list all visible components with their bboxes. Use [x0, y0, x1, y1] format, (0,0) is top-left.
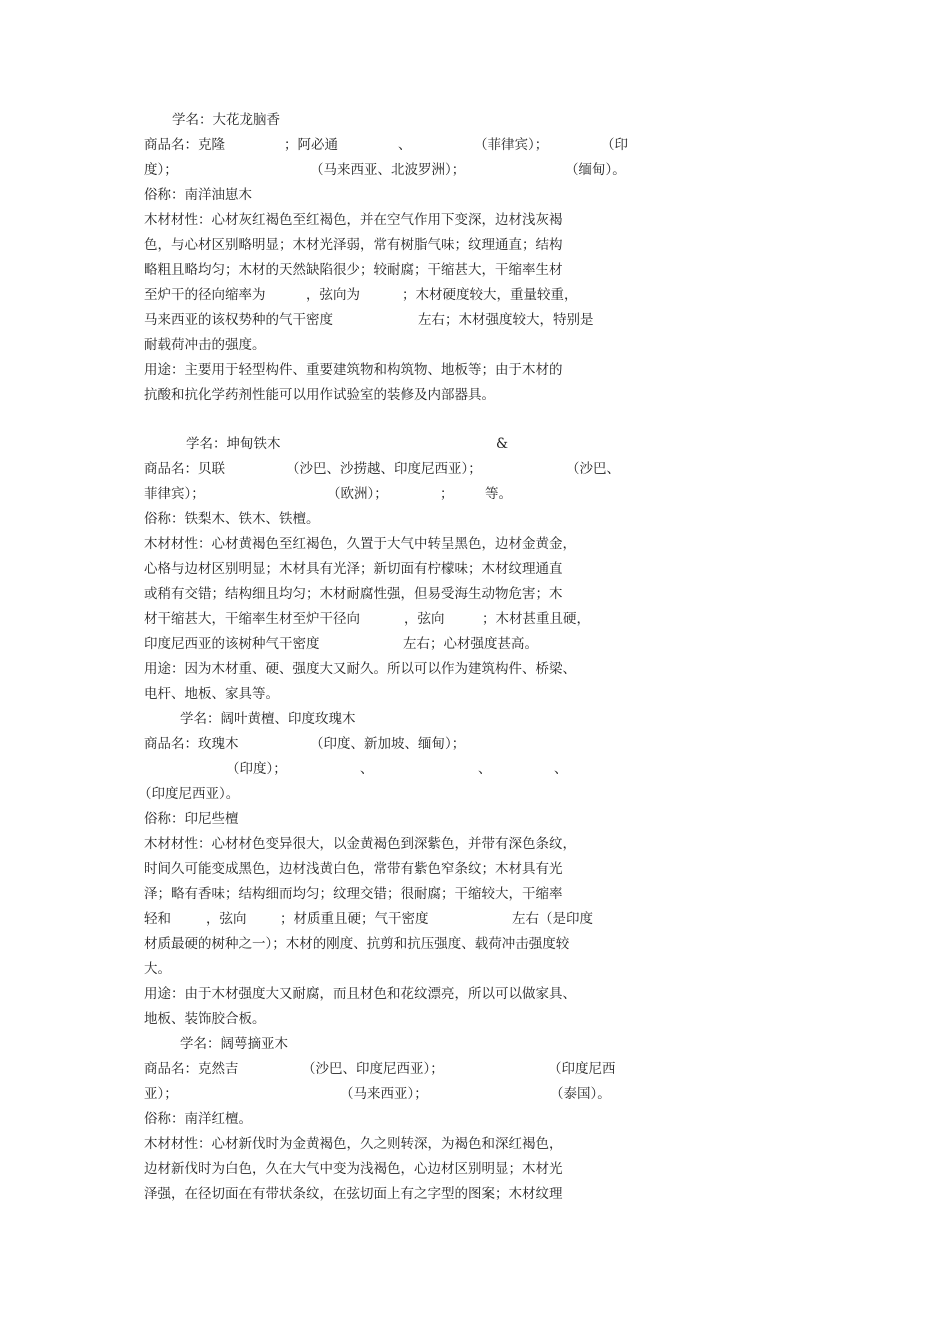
text-line-38-run-1: （马来西亚）；: [340, 1086, 428, 1102]
text-line-5-run-0: 色，与心材区别略明显；木材光泽弱，常有树脂气味；纹理通直；结构: [144, 237, 563, 253]
text-line-25-run-1: 、: [360, 761, 374, 777]
text-line-21-run-0: 用途：因为木材重、硬、强度大又耐久。所以可以作为建筑构件、桥梁、: [144, 661, 576, 677]
text-line-38-run-0: 亚）；: [144, 1086, 178, 1102]
text-line-23-run-0: 学名：阔叶黄檀、印度玫瑰木: [180, 711, 356, 727]
text-line-19-run-1: ，弦向: [404, 611, 445, 627]
text-line-16-run-0: 木材材性：心材黄褐色至红褐色，久置于大气中转呈黑色，边材金黄金，: [144, 536, 576, 552]
text-line-17-run-0: 心格与边材区别明显；木材具有光泽；新切面有柠檬味；木材纹理通直: [144, 561, 563, 577]
text-line-2-run-1: （马来西亚、北波罗洲）；: [310, 162, 466, 178]
text-line-31-run-1: ，弦向: [206, 911, 247, 927]
text-line-14-run-3: 等。: [485, 486, 512, 502]
text-line-9-run-0: 耐载荷冲击的强度。: [144, 337, 266, 353]
text-line-14-run-0: 菲律宾）；: [144, 486, 205, 502]
text-line-8-run-1: 左右；木材强度较大，特别是: [418, 312, 594, 328]
text-line-1-run-2: 、: [398, 137, 412, 153]
text-line-2-run-0: 度）；: [144, 162, 178, 178]
text-line-1-run-1: ；阿必通: [284, 137, 338, 153]
text-line-4-run-0: 木材材性：心材灰红褐色至红褐色，并在空气作用下变深，边材浅灰褐: [144, 212, 563, 228]
text-line-19-run-0: 材干缩甚大，干缩率生材至炉干径向: [144, 611, 360, 627]
text-line-2-run-2: （缅甸）。: [565, 162, 626, 178]
text-line-33-run-0: 大。: [144, 961, 171, 977]
text-line-1-run-0: 商品名：克隆: [144, 137, 225, 153]
text-line-37-run-0: 商品名：克然吉: [144, 1061, 239, 1077]
text-line-1-run-3: （菲律宾）；: [474, 137, 549, 153]
text-line-7-run-2: ；木材硬度较大，重量较重，: [402, 287, 578, 303]
text-line-37-run-2: （印度尼西: [548, 1061, 616, 1077]
text-line-39-run-0: 俗称：南洋红檀。: [144, 1111, 252, 1127]
text-line-12-run-1: &: [496, 436, 509, 452]
text-line-19-run-2: ；木材甚重且硬，: [482, 611, 590, 627]
text-line-24-run-0: 商品名：玫瑰木: [144, 736, 239, 752]
text-line-13-run-1: （沙巴、沙捞越、印度尼西亚）；: [286, 461, 482, 477]
text-line-42-run-0: 泽强，在径切面在有带状条纹，在弦切面上有之字型的图案；木材纹理: [144, 1186, 563, 1202]
text-line-13-run-2: （沙巴、: [566, 461, 620, 477]
text-line-25-run-2: 、: [478, 761, 492, 777]
text-line-31-run-3: 左右（是印度: [512, 911, 593, 927]
text-line-20-run-0: 印度尼西亚的该树种气干密度: [144, 636, 320, 652]
text-line-7-run-0: 至炉干的径向缩率为: [144, 287, 266, 303]
text-line-1-run-4: （印: [601, 137, 628, 153]
text-line-18-run-0: 或稍有交错；结构细且均匀；木材耐腐性强，但易受海生动物危害；木: [144, 586, 563, 602]
text-line-25-run-0: （印度）；: [226, 761, 287, 777]
text-line-29-run-0: 时间久可能变成黑色，边材浅黄白色，常带有紫色窄条纹；木材具有光: [144, 861, 563, 877]
text-line-7-run-1: ，弦向为: [306, 287, 360, 303]
text-line-24-run-1: （印度、新加坡、缅甸）；: [310, 736, 466, 752]
text-line-37-run-1: （沙巴、印度尼西亚）；: [302, 1061, 444, 1077]
text-line-35-run-0: 地板、装饰胶合板。: [144, 1011, 266, 1027]
text-line-6-run-0: 略粗且略均匀；木材的天然缺陷很少；较耐腐；干缩甚大，干缩率生材: [144, 262, 563, 278]
text-line-31-run-0: 轻和: [144, 911, 171, 927]
text-line-30-run-0: 泽；略有香味；结构细而均匀；纹理交错；很耐腐；干缩较大，干缩率: [144, 886, 563, 902]
text-line-34-run-0: 用途：由于木材强度大又耐腐，而且材色和花纹漂亮，所以可以做家具、: [144, 986, 576, 1002]
text-line-38-run-2: （泰国）。: [550, 1086, 611, 1102]
text-line-13-run-0: 商品名：贝联: [144, 461, 225, 477]
text-line-40-run-0: 木材材性：心材新伐时为金黄褐色，久之则转深，为褐色和深红褐色，: [144, 1136, 563, 1152]
text-line-26-run-0: （印度尼西亚）。: [138, 786, 240, 802]
text-line-15-run-0: 俗称：铁梨木、铁木、铁檀。: [144, 511, 320, 527]
text-line-8-run-0: 马来西亚的该权势种的气干密度: [144, 312, 333, 328]
text-line-14-run-2: ；: [440, 486, 454, 502]
text-line-0-run-0: 学名：大花龙脑香: [172, 112, 280, 128]
text-line-14-run-1: （欧洲）；: [327, 486, 388, 502]
text-line-20-run-1: 左右；心材强度甚高。: [403, 636, 538, 652]
text-line-36-run-0: 学名：阔萼摘亚木: [180, 1036, 288, 1052]
text-line-10-run-0: 用途：主要用于轻型构件、重要建筑物和构筑物、地板等；由于木材的: [144, 362, 563, 378]
text-line-3-run-0: 俗称：南洋油崽木: [144, 187, 252, 203]
text-line-25-run-3: 、: [554, 761, 568, 777]
text-line-27-run-0: 俗称：印尼些檀: [144, 811, 239, 827]
text-line-12-run-0: 学名：坤甸铁木: [186, 436, 281, 452]
text-line-32-run-0: 材质最硬的树种之一）；木材的刚度、抗剪和抗压强度、载荷冲击强度较: [144, 936, 570, 952]
text-line-22-run-0: 电杆、地板、家具等。: [144, 686, 279, 702]
text-line-28-run-0: 木材材性：心材材色变异很大，以金黄褐色到深紫色，并带有深色条纹，: [144, 836, 576, 852]
text-line-31-run-2: ；材质重且硬；气干密度: [280, 911, 429, 927]
text-line-41-run-0: 边材新伐时为白色，久在大气中变为浅褐色，心边材区别明显；木材光: [144, 1161, 563, 1177]
text-line-11-run-0: 抗酸和抗化学药剂性能可以用作试验室的装修及内部器具。: [144, 387, 495, 403]
